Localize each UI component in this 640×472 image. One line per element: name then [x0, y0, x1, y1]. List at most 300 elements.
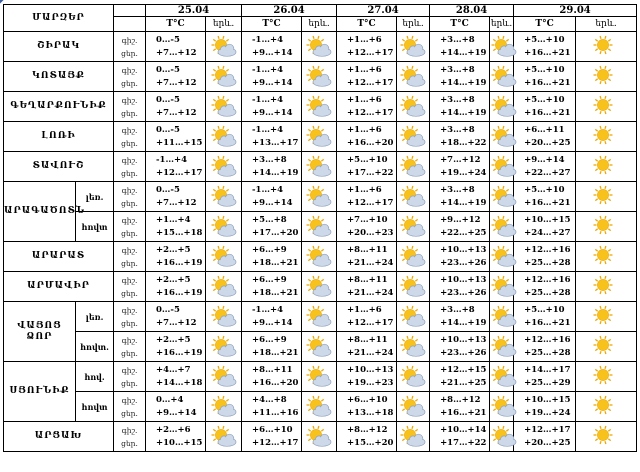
- day-night-labels: [114, 332, 146, 362]
- partly-cloudy-icon: [206, 32, 242, 62]
- partly-cloudy-icon: [490, 182, 514, 212]
- night-temp: +6…+11: [524, 124, 565, 135]
- temp-range-cell: [430, 152, 490, 182]
- table-row: [4, 392, 637, 422]
- temp-range-cell: [514, 332, 576, 362]
- temp-range-cell: [242, 362, 302, 392]
- partly-cloudy-icon: [305, 36, 333, 58]
- day-label: ցեր.: [121, 378, 138, 388]
- day-temp: +11…+16: [252, 407, 299, 418]
- night-temp: +5…+8: [252, 214, 287, 225]
- subregion-label: լեռ.: [76, 182, 114, 212]
- partly-cloudy-icon: [302, 212, 337, 242]
- day-temp: +20…+23: [347, 227, 394, 238]
- day-label: ցեր.: [121, 288, 138, 298]
- region-name: ՎԱՅՈՑ ՁՈՐ: [4, 302, 76, 362]
- weather-header: երև.: [302, 17, 337, 32]
- sunny-icon: [576, 272, 637, 302]
- weather-header: երև.: [206, 17, 242, 32]
- date-header: 26.04: [242, 5, 337, 17]
- temp-range-cell: [337, 182, 397, 212]
- day-temp: +7…+12: [156, 47, 197, 58]
- partly-cloudy-icon: [399, 36, 427, 58]
- partly-cloudy-icon: [302, 92, 337, 122]
- day-temp: +25…+28: [524, 257, 571, 268]
- sunny-icon: [592, 186, 620, 208]
- partly-cloudy-icon: [305, 216, 333, 238]
- night-temp: +3…+8: [252, 154, 287, 165]
- day-temp: +19…+24: [524, 407, 571, 418]
- day-temp: +16…+19: [156, 287, 203, 298]
- day-night-labels: [114, 272, 146, 302]
- temp-range-cell: [242, 242, 302, 272]
- temp-range-cell: [242, 212, 302, 242]
- region-name: ՍՅՈՒՆԻՔ: [4, 362, 76, 422]
- day-temp: +24…+27: [524, 227, 571, 238]
- partly-cloudy-icon: [210, 66, 238, 88]
- night-temp: +5…+10: [524, 34, 565, 45]
- partly-cloudy-icon: [490, 392, 514, 422]
- night-temp: -1…+4: [252, 304, 284, 315]
- partly-cloudy-icon: [210, 366, 238, 388]
- night-temp: +3…+8: [440, 94, 475, 105]
- temp-range-cell: [514, 122, 576, 152]
- weather-header: երև.: [490, 17, 514, 32]
- partly-cloudy-icon: [490, 242, 514, 272]
- night-temp: +10…+15: [524, 214, 571, 225]
- temp-range-cell: [146, 212, 206, 242]
- sunny-icon: [592, 426, 620, 448]
- night-temp: +8…+11: [347, 244, 388, 255]
- region-name: ԱՐՄԱՎԻՐ: [4, 272, 114, 302]
- night-temp: +1…+6: [347, 34, 382, 45]
- day-temp: +9…+14: [252, 317, 293, 328]
- table-row: [4, 272, 637, 302]
- sunny-icon: [576, 302, 637, 332]
- partly-cloudy-icon: [206, 122, 242, 152]
- night-label: գիշ.: [121, 65, 138, 75]
- night-temp: 0…-5: [156, 304, 180, 315]
- partly-cloudy-icon: [490, 122, 514, 152]
- day-temp: +9…+14: [252, 107, 293, 118]
- day-temp: +16…+21: [524, 47, 571, 58]
- corner-marker: ◤: [0, 0, 4, 5]
- sunny-icon: [592, 276, 620, 298]
- partly-cloudy-icon: [210, 216, 238, 238]
- day-night-labels: [114, 212, 146, 242]
- day-temp: +7…+12: [156, 197, 197, 208]
- temp-range-cell: [242, 122, 302, 152]
- day-temp: +7…+12: [156, 77, 197, 88]
- temp-header: T°C: [146, 17, 206, 32]
- night-temp: +1…+6: [347, 94, 382, 105]
- temp-range-cell: [514, 212, 576, 242]
- sunny-icon: [576, 182, 637, 212]
- day-temp: +19…+24: [440, 167, 487, 178]
- forecast-body: [4, 32, 637, 452]
- partly-cloudy-icon: [305, 186, 333, 208]
- day-temp: +12…+17: [347, 197, 394, 208]
- partly-cloudy-icon: [302, 122, 337, 152]
- night-label: գիշ.: [121, 305, 138, 315]
- temp-range-cell: [514, 302, 576, 332]
- partly-cloudy-icon: [399, 66, 427, 88]
- partly-cloudy-icon: [490, 272, 514, 302]
- night-temp: +8…+11: [347, 274, 388, 285]
- partly-cloudy-icon: [490, 32, 514, 62]
- temp-range-cell: [146, 302, 206, 332]
- partly-cloudy-icon: [302, 332, 337, 362]
- table-row: [4, 332, 637, 362]
- day-temp: +25…+28: [524, 287, 571, 298]
- partly-cloudy-icon: [397, 152, 430, 182]
- partly-cloudy-icon: [206, 212, 242, 242]
- temp-range-cell: [430, 62, 490, 92]
- partly-cloudy-icon: [302, 422, 337, 452]
- partly-cloudy-icon: [305, 366, 333, 388]
- night-temp: +6…+10: [347, 394, 388, 405]
- temp-range-cell: [242, 62, 302, 92]
- partly-cloudy-icon: [399, 336, 427, 358]
- region-name: ԱՐՑԱԽ: [4, 422, 114, 452]
- partly-cloudy-icon: [397, 62, 430, 92]
- night-temp: +3…+8: [440, 124, 475, 135]
- partly-cloudy-icon: [305, 396, 333, 418]
- day-temp: +17…+20: [252, 227, 299, 238]
- partly-cloudy-icon: [397, 32, 430, 62]
- temp-range-cell: [337, 152, 397, 182]
- night-label: գիշ.: [121, 125, 138, 135]
- temp-range-cell: [430, 392, 490, 422]
- day-temp: +12…+17: [347, 107, 394, 118]
- day-temp: +7…+12: [156, 107, 197, 118]
- partly-cloudy-icon: [206, 92, 242, 122]
- partly-cloudy-icon: [397, 422, 430, 452]
- night-temp: +6…+9: [252, 244, 287, 255]
- temp-range-cell: [337, 392, 397, 422]
- night-temp: +10…+13: [440, 334, 487, 345]
- day-temp: +22…+25: [440, 227, 487, 238]
- partly-cloudy-icon: [305, 426, 333, 448]
- partly-cloudy-icon: [210, 96, 238, 118]
- sunny-icon: [592, 396, 620, 418]
- day-temp: +12…+17: [252, 437, 299, 448]
- temp-range-cell: [514, 242, 576, 272]
- table-row: [4, 422, 637, 452]
- night-temp: +2…+5: [156, 244, 191, 255]
- region-name: ԳԵՂԱՐՔՈՒՆԻՔ: [4, 92, 114, 122]
- night-temp: -1…+4: [252, 124, 284, 135]
- weather-header: երև.: [397, 17, 430, 32]
- partly-cloudy-icon: [210, 156, 238, 178]
- day-temp: +20…+25: [524, 437, 571, 448]
- partly-cloudy-icon: [206, 152, 242, 182]
- night-temp: 0…-5: [156, 184, 180, 195]
- night-temp: -1…+4: [252, 94, 284, 105]
- temp-range-cell: [146, 182, 206, 212]
- subregion-label: հովտ.: [76, 332, 114, 362]
- night-temp: +1…+6: [347, 124, 382, 135]
- sunny-icon: [592, 366, 620, 388]
- night-temp: 0…-5: [156, 94, 180, 105]
- sunny-icon: [576, 392, 637, 422]
- sunny-icon: [576, 212, 637, 242]
- partly-cloudy-icon: [305, 246, 333, 268]
- temp-range-cell: [146, 392, 206, 422]
- night-temp: +3…+8: [440, 64, 475, 75]
- sunny-icon: [592, 306, 620, 328]
- night-label: գիշ.: [121, 35, 138, 45]
- date-header: 25.04: [146, 5, 242, 17]
- date-header-spacer: [114, 5, 146, 17]
- temp-header: T°C: [242, 17, 302, 32]
- table-row: [4, 152, 637, 182]
- temp-range-cell: [514, 182, 576, 212]
- partly-cloudy-icon: [305, 156, 333, 178]
- night-label: գիշ.: [121, 185, 138, 195]
- forecast-table: [3, 4, 637, 452]
- sunny-icon: [592, 96, 620, 118]
- partly-cloudy-icon: [399, 216, 427, 238]
- date-header: 28.04: [430, 5, 514, 17]
- partly-cloudy-icon: [302, 32, 337, 62]
- night-label: գիշ.: [121, 425, 138, 435]
- night-temp: -1…+4: [252, 184, 284, 195]
- sunny-icon: [576, 242, 637, 272]
- night-temp: +5…+10: [524, 304, 565, 315]
- day-temp: +23…+26: [440, 287, 487, 298]
- partly-cloudy-icon: [397, 362, 430, 392]
- partly-cloudy-icon: [399, 396, 427, 418]
- night-temp: +1…+6: [347, 304, 382, 315]
- night-temp: +8…+12: [347, 424, 388, 435]
- temp-header: T°C: [430, 17, 490, 32]
- partly-cloudy-icon: [302, 62, 337, 92]
- temp-range-cell: [242, 392, 302, 422]
- sunny-icon: [576, 62, 637, 92]
- sunny-icon: [592, 36, 620, 58]
- night-label: գիշ.: [121, 275, 138, 285]
- night-temp: +5…+10: [524, 94, 565, 105]
- temp-range-cell: [514, 152, 576, 182]
- day-temp: +12…+17: [347, 77, 394, 88]
- night-temp: +12…+17: [524, 424, 571, 435]
- day-temp: +19…+23: [347, 377, 394, 388]
- temp-header: T°C: [514, 17, 576, 32]
- day-night-labels: [114, 62, 146, 92]
- partly-cloudy-icon: [397, 302, 430, 332]
- sunny-icon: [576, 122, 637, 152]
- sunny-icon: [576, 362, 637, 392]
- temp-range-cell: [146, 242, 206, 272]
- table-row: [4, 242, 637, 272]
- day-night-labels: [114, 122, 146, 152]
- day-temp: +14…+19: [440, 107, 487, 118]
- day-temp: +11…+15: [156, 137, 203, 148]
- night-temp: +9…+12: [440, 214, 481, 225]
- temp-range-cell: [242, 92, 302, 122]
- temp-range-cell: [430, 92, 490, 122]
- header-row-dates: [4, 5, 637, 17]
- night-temp: +2…+5: [156, 334, 191, 345]
- temp-range-cell: [337, 122, 397, 152]
- day-temp: +18…+21: [252, 287, 299, 298]
- night-temp: +10…+13: [440, 244, 487, 255]
- night-temp: +1…+6: [347, 184, 382, 195]
- day-temp: +9…+14: [252, 47, 293, 58]
- partly-cloudy-icon: [305, 126, 333, 148]
- temp-range-cell: [146, 422, 206, 452]
- partly-cloudy-icon: [206, 62, 242, 92]
- partly-cloudy-icon: [490, 302, 514, 332]
- partly-cloudy-icon: [206, 272, 242, 302]
- day-temp: +23…+26: [440, 347, 487, 358]
- temp-range-cell: [430, 32, 490, 62]
- temp-range-cell: [146, 152, 206, 182]
- day-label: ցեր.: [121, 198, 138, 208]
- partly-cloudy-icon: [210, 306, 238, 328]
- partly-cloudy-icon: [210, 246, 238, 268]
- night-temp: +3…+8: [440, 184, 475, 195]
- day-night-labels: [114, 362, 146, 392]
- night-temp: +8…+11: [347, 334, 388, 345]
- temp-range-cell: [146, 362, 206, 392]
- temp-range-cell: [146, 32, 206, 62]
- partly-cloudy-icon: [206, 242, 242, 272]
- subregion-label: հովտ: [76, 392, 114, 422]
- partly-cloudy-icon: [206, 302, 242, 332]
- night-temp: +1…+6: [347, 64, 382, 75]
- partly-cloudy-icon: [210, 426, 238, 448]
- day-temp: +16…+20: [252, 377, 299, 388]
- night-temp: +8…+11: [252, 364, 293, 375]
- partly-cloudy-icon: [305, 276, 333, 298]
- partly-cloudy-icon: [210, 396, 238, 418]
- day-temp: +7…+12: [156, 317, 197, 328]
- temp-range-cell: [430, 182, 490, 212]
- day-label: ցեր.: [121, 48, 138, 58]
- partly-cloudy-icon: [206, 362, 242, 392]
- day-label: ցեր.: [121, 258, 138, 268]
- day-temp: +9…+14: [252, 77, 293, 88]
- night-temp: +8…+12: [440, 394, 481, 405]
- partly-cloudy-icon: [399, 306, 427, 328]
- night-label: գիշ.: [121, 215, 138, 225]
- night-label: գիշ.: [121, 155, 138, 165]
- day-temp: +9…+14: [252, 197, 293, 208]
- subregion-label: հով.: [76, 362, 114, 392]
- temp-range-cell: [514, 422, 576, 452]
- table-row: [4, 212, 637, 242]
- night-temp: +3…+8: [440, 304, 475, 315]
- day-temp: +16…+21: [524, 107, 571, 118]
- partly-cloudy-icon: [399, 246, 427, 268]
- temp-range-cell: [242, 302, 302, 332]
- night-temp: +2…+6: [156, 424, 191, 435]
- day-temp: +14…+19: [252, 167, 299, 178]
- night-temp: -1…+4: [252, 34, 284, 45]
- day-night-labels: [114, 182, 146, 212]
- day-label: ցեր.: [121, 348, 138, 358]
- day-temp: +18…+22: [440, 137, 487, 148]
- partly-cloudy-icon: [305, 336, 333, 358]
- partly-cloudy-icon: [302, 302, 337, 332]
- partly-cloudy-icon: [397, 122, 430, 152]
- day-night-labels: [114, 422, 146, 452]
- day-night-labels: [114, 242, 146, 272]
- table-row: [4, 122, 637, 152]
- partly-cloudy-icon: [399, 276, 427, 298]
- temp-range-cell: [242, 422, 302, 452]
- weather-header: երև.: [576, 17, 637, 32]
- day-temp: +16…+21: [524, 77, 571, 88]
- partly-cloudy-icon: [399, 126, 427, 148]
- night-label: գիշ.: [121, 245, 138, 255]
- day-temp: +13…+17: [252, 137, 299, 148]
- day-temp: +14…+19: [440, 77, 487, 88]
- region-name: ՏԱՎՈՒՇ: [4, 152, 114, 182]
- day-night-labels: [114, 32, 146, 62]
- day-label-header-spacer: [114, 17, 146, 32]
- day-temp: +21…+24: [347, 287, 394, 298]
- table-row: [4, 362, 637, 392]
- partly-cloudy-icon: [397, 392, 430, 422]
- night-temp: +10…+15: [524, 394, 571, 405]
- day-night-labels: [114, 302, 146, 332]
- partly-cloudy-icon: [206, 392, 242, 422]
- sunny-icon: [592, 66, 620, 88]
- temp-range-cell: [146, 92, 206, 122]
- temp-range-cell: [337, 92, 397, 122]
- night-label: գիշ.: [121, 335, 138, 345]
- partly-cloudy-icon: [206, 422, 242, 452]
- temp-range-cell: [337, 212, 397, 242]
- table-row: [4, 182, 637, 212]
- night-temp: +5…+10: [524, 64, 565, 75]
- table-row: [4, 62, 637, 92]
- partly-cloudy-icon: [210, 276, 238, 298]
- partly-cloudy-icon: [302, 152, 337, 182]
- night-temp: 0…-5: [156, 124, 180, 135]
- temp-header: T°C: [337, 17, 397, 32]
- region-header: ՄԱՐԶԵՐ: [4, 5, 114, 32]
- day-temp: +14…+19: [440, 47, 487, 58]
- temp-range-cell: [514, 92, 576, 122]
- day-label: ցեր.: [121, 168, 138, 178]
- night-temp: +7…+10: [347, 214, 388, 225]
- temp-range-cell: [242, 152, 302, 182]
- day-label: ցեր.: [121, 408, 138, 418]
- partly-cloudy-icon: [490, 332, 514, 362]
- night-temp: -1…+4: [156, 154, 187, 165]
- partly-cloudy-icon: [399, 96, 427, 118]
- partly-cloudy-icon: [397, 212, 430, 242]
- night-temp: 0…-5: [156, 34, 180, 45]
- night-temp: +12…+16: [524, 334, 571, 345]
- partly-cloudy-icon: [302, 272, 337, 302]
- sunny-icon: [592, 156, 620, 178]
- partly-cloudy-icon: [302, 242, 337, 272]
- day-night-labels: [114, 152, 146, 182]
- night-temp: 0…-5: [156, 64, 180, 75]
- partly-cloudy-icon: [399, 156, 427, 178]
- night-temp: +4…+8: [252, 394, 287, 405]
- night-temp: +14…+17: [524, 364, 571, 375]
- night-label: գիշ.: [121, 95, 138, 105]
- partly-cloudy-icon: [490, 92, 514, 122]
- night-temp: +6…+10: [252, 424, 293, 435]
- subregion-label: լեռ.: [76, 302, 114, 332]
